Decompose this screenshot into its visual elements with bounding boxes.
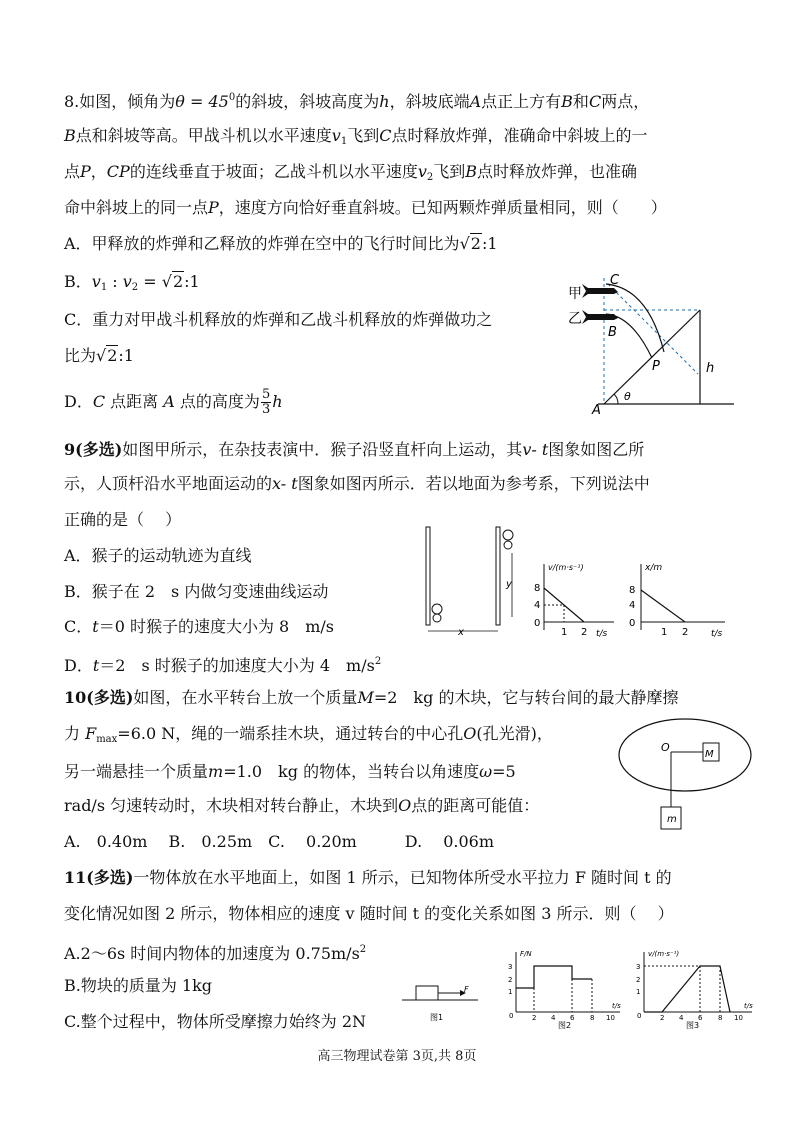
sqrt-radicand: 2 (107, 346, 118, 365)
q8-option-d (64, 388, 283, 417)
q8-B: B (64, 126, 76, 145)
tick-2: 2 (508, 976, 513, 984)
xt-line (641, 590, 685, 622)
label-O: O (661, 741, 670, 754)
q9-text: 正确的是（ ） (64, 510, 182, 529)
label-B: B (608, 325, 617, 340)
q9-line3 (64, 510, 181, 530)
q9-option-b-text: B．猴子在 2 s 内做匀变速曲线运动 (64, 582, 329, 601)
q8-text: 点时释放炸弹，也准确 (477, 162, 638, 181)
tick-x10: 10 (734, 1014, 743, 1022)
q10-line4 (64, 796, 539, 816)
tick-x6: 6 (570, 1014, 575, 1022)
q8-text: 两点， (601, 92, 650, 111)
block (416, 986, 438, 1000)
q9-option-b (64, 582, 328, 602)
q10-max: max (96, 734, 118, 745)
tick-4: 4 (534, 600, 541, 611)
sqrt-radicand: 2 (172, 272, 184, 291)
tick-2: 2 (682, 627, 689, 638)
label-C: C (610, 273, 620, 288)
monkey-icon (432, 604, 442, 614)
q9-xt: x- t (272, 474, 298, 493)
denominator: 3 (261, 402, 271, 417)
label-m: m (667, 814, 677, 825)
xt-xlabel: t/s (711, 629, 723, 639)
monkey-icon (433, 614, 441, 622)
q10-turntable-diagram (615, 715, 765, 835)
q8-v2: v (417, 162, 427, 181)
q9-text: 如图甲所示，在杂技表演中．猴子沿竖直杆向上运动，其 (122, 440, 523, 459)
label-A: A (592, 403, 601, 418)
tick-4: 4 (629, 600, 636, 611)
q8-P: P (208, 198, 219, 217)
q8-text: 点 (64, 162, 81, 181)
label-M: M (705, 749, 714, 760)
q10-tag: (多选) (86, 688, 134, 707)
tick-8: 8 (534, 583, 541, 594)
q8-text: 命中斜坡上的同一点 (64, 198, 209, 217)
colon: : (107, 272, 123, 291)
tick-1: 1 (636, 988, 641, 996)
q10-text: 力 (64, 724, 86, 743)
xt-ylabel: x/m (645, 563, 663, 573)
pole-1 (426, 527, 430, 625)
q8-B: B (465, 162, 478, 181)
q8-A: A (469, 92, 482, 111)
q10-text: =6.0 N，绳的一端系挂木块，通过转台的中心孔 (117, 724, 464, 743)
label-x: x (458, 627, 464, 638)
q11-option-b (64, 976, 212, 996)
q8-text: 如图，倾角为 (79, 92, 176, 111)
q11-option-c-text: C.整个过程中，物体所受摩擦力始终为 2N (64, 1012, 367, 1031)
tick-0: 0 (629, 618, 636, 629)
q8-B: B (561, 92, 573, 111)
q8-h: h (272, 392, 283, 411)
q11-number: 11 (64, 868, 87, 887)
q9-t: t (92, 617, 99, 636)
q9-vt: v- t (522, 440, 549, 459)
force-step (516, 966, 592, 988)
q9-option-d (64, 652, 381, 676)
tick-2: 2 (581, 627, 588, 638)
q10-text: =2 kg 的木块，它与转台间的最大静摩擦 (373, 688, 679, 707)
q11-option-b-text: B.物块的质量为 1kg (64, 976, 213, 995)
caption-fig3: 图3 (686, 1021, 700, 1030)
numerator: 5 (261, 387, 271, 402)
q11-tag: (多选) (86, 868, 134, 887)
ratio-tail: :1 (184, 272, 200, 291)
angle-arc (614, 394, 618, 404)
q8-text: 飞到 (347, 126, 380, 145)
q10-text: =5 (492, 762, 516, 781)
q9-line2 (64, 474, 650, 494)
q8-CP: CP (106, 162, 130, 181)
q10-omega: ω (479, 762, 493, 781)
fig3-ylabel: v/(m·s⁻¹) (648, 950, 680, 958)
tick-3: 3 (508, 963, 513, 971)
label-jia: 甲 (568, 286, 582, 302)
tick-x6: 6 (698, 1014, 703, 1022)
tick-x8: 8 (590, 1014, 595, 1022)
q11-line1 (64, 868, 672, 888)
monkey-icon (504, 541, 512, 549)
sqrt-symbol: √2 (459, 234, 481, 253)
q10-number: 10 (64, 688, 87, 707)
jet-icon (582, 310, 618, 324)
q8-sub: 1 (340, 136, 348, 147)
q10-O: O (398, 796, 412, 815)
q8-C: C (588, 92, 602, 111)
q8-option-a-text: A．甲释放的炸弹和乙释放的炸弹在空中的飞行时间比为 (64, 234, 460, 253)
q9-square: 2 (374, 656, 382, 667)
sqrt-radicand: 2 (470, 234, 481, 253)
q8-sub: 2 (131, 282, 139, 293)
ratio-tail: :1 (481, 234, 498, 253)
q8-line4 (64, 198, 667, 218)
label-F: F (464, 985, 469, 994)
q9-vt-graph (530, 560, 620, 640)
vt-xlabel: t/s (596, 629, 608, 639)
q8-line1 (64, 88, 649, 112)
q8-line3 (64, 162, 637, 188)
label-P: P (652, 359, 660, 374)
q10-line2 (64, 724, 553, 750)
q8-diagram (568, 268, 738, 418)
tick-0: 0 (534, 618, 541, 629)
q9-tag: (多选) (75, 440, 123, 459)
q8-theta: θ = 45 (175, 92, 229, 111)
q9-option-d-text: ＝2 s 时猴子的加速度大小为 4 m/s (99, 656, 375, 675)
tick-0: 0 (637, 1012, 642, 1020)
q10-M: M (357, 688, 374, 707)
fig2-xlabel: t/s (612, 1002, 621, 1010)
q9-t: t (92, 656, 100, 675)
tick-x4: 4 (551, 1014, 556, 1022)
q8-text: 点和斜坡等高。甲战斗机以水平速度 (75, 126, 332, 145)
q8-text: 点距离 (105, 392, 164, 411)
vt-ylabel: v/(m·s⁻¹) (548, 563, 584, 572)
q8-sub: 1 (100, 282, 108, 293)
tick-0: 0 (509, 1012, 514, 1020)
q8-text: 点正上方有 (481, 92, 562, 111)
q10-O: O (463, 724, 477, 743)
q9-text: 示，人顶杆沿水平地面运动的 (64, 474, 273, 493)
q9-text: 图象如图丙所示．若以地面为参考系，下列说法中 (297, 474, 650, 493)
q9-line1 (64, 440, 644, 460)
fig2-ylabel: F/N (520, 950, 532, 958)
tick-3: 3 (636, 963, 641, 971)
ratio-tail: :1 (118, 346, 134, 365)
q8-v1: v (91, 272, 101, 291)
q10-text: =1.0 kg 的物体，当转台以角速度 (223, 762, 480, 781)
q8-text: 的连线垂直于坡面；乙战斗机以水平速度 (129, 162, 418, 181)
q9-number: 9 (64, 440, 76, 459)
q9-pole-figures (420, 523, 530, 641)
tick-1: 1 (661, 627, 668, 638)
q10-text: (孔光滑)， (476, 724, 553, 743)
tick-x2: 2 (660, 1014, 665, 1022)
q11-text: 一物体放在水平地面上，如图 1 所示，已知物体所受水平拉力 F 随时间 t 的 (133, 868, 672, 887)
q9-xt-graph (625, 560, 735, 640)
q8-text: 点的高度为 (174, 392, 260, 411)
tick-x4: 4 (679, 1014, 684, 1022)
q8-option-b: B．$v_1$ : $v_2$ = √2:1 (64, 272, 200, 293)
q10-text: 点的距离可能值： (411, 796, 540, 815)
q8-A: A (163, 392, 175, 411)
q9-option-a (64, 546, 252, 566)
tick-1: 1 (561, 627, 568, 638)
label-h: h (706, 361, 715, 376)
q11-option-c (64, 1012, 366, 1032)
q8-v1: v (331, 126, 341, 145)
q11-figure-2 (500, 948, 625, 1028)
q10-m: m (208, 762, 224, 781)
q8-deg: 0 (228, 92, 236, 103)
q10-text: 如图，在水平转台上放一个质量 (133, 688, 358, 707)
tick-2: 2 (636, 976, 641, 984)
label-theta: θ (624, 390, 631, 403)
pole-2 (496, 527, 500, 625)
q8-number: 8. (64, 92, 80, 111)
caption-fig1: 图1 (430, 1013, 444, 1022)
q11-line2 (64, 904, 674, 924)
q11-figure-3 (628, 948, 758, 1028)
tick-x8: 8 (718, 1014, 723, 1022)
q8-text: ， (90, 162, 107, 181)
q8-v2: v (122, 272, 132, 291)
q8-P: P (80, 162, 91, 181)
q8-option-c-line2 (64, 346, 134, 366)
q9-option-c-text: ＝0 时猴子的速度大小为 8 m/s (98, 617, 334, 636)
caption-fig2: 图2 (558, 1021, 572, 1030)
sqrt-symbol: √2 (161, 272, 184, 291)
q10-line3 (64, 762, 516, 782)
tick-x10: 10 (606, 1014, 615, 1022)
q9-option-c (64, 617, 334, 637)
q8-option-c-text: C．重力对甲战斗机释放的炸弹和乙战斗机释放的炸弹做功之 (64, 310, 493, 329)
q8-option-c-text: 比为 (64, 346, 97, 365)
q8-sub: 2 (426, 172, 434, 183)
tick-8: 8 (629, 585, 636, 596)
q9-option-a-text: A．猴子的运动轨迹为直线 (64, 546, 252, 565)
q11-text: 变化情况如图 2 所示，物体相应的速度 v 随时间 t 的变化关系如图 3 所示．则（ ） (64, 904, 674, 923)
q8-option-d-label: D． (64, 392, 93, 411)
q11-square: 2 (359, 944, 367, 955)
tick-1: 1 (508, 988, 513, 996)
q11-option-a-text: A.2～6s 时间内物体的加速度为 0.75m/s (64, 944, 360, 963)
q10-options (64, 832, 494, 852)
q8-h: h (379, 92, 390, 111)
q11-option-a (64, 940, 366, 964)
q8-C: C (92, 392, 106, 411)
q10-text: rad/s 匀速转动时，木块相对转台静止，木块到 (64, 796, 399, 815)
q10-text: 另一端悬挂一个质量 (64, 762, 209, 781)
q11-figure-1 (400, 980, 490, 1026)
q8-option-b-label: B． (64, 272, 92, 291)
label-yi: 乙 (568, 311, 582, 327)
q8-line2 (64, 126, 647, 152)
q9-option-d-label: D． (64, 656, 93, 675)
turntable (619, 719, 751, 791)
q8-option-a (64, 234, 498, 254)
monkey-icon (503, 530, 513, 540)
q8-text: ，速度方向恰好垂直斜坡。已知两颗炸弹质量相同，则（ ） (218, 198, 667, 217)
fraction-5-3 (261, 388, 271, 417)
q10-line1 (64, 688, 678, 708)
q10-F: F (85, 724, 97, 743)
q8-option-c-line1 (64, 310, 492, 330)
q9-text: 图象如图乙所 (548, 440, 645, 459)
q8-text: 飞到 (433, 162, 466, 181)
q8-C: C (379, 126, 392, 145)
q9-option-c-label: C． (64, 617, 93, 636)
page-footer: 高三物理试卷第 3页,共 8页 (317, 1049, 477, 1064)
q8-text: ，斜坡底端 (389, 92, 470, 111)
q8-text: 和 (572, 92, 589, 111)
q10-options-text: A. 0.40m B. 0.25m C. 0.20m D. 0.06m (64, 832, 495, 851)
tick-x2: 2 (532, 1014, 537, 1022)
sqrt-symbol: √2 (96, 346, 118, 365)
q8-text: 点时释放炸弹，准确命中斜坡上的一 (391, 126, 648, 145)
q8-text: 的斜坡，斜坡高度为 (235, 92, 380, 111)
label-y: y (506, 579, 512, 590)
velocity-line (644, 966, 730, 1012)
fig3-xlabel: t/s (744, 1002, 753, 1010)
